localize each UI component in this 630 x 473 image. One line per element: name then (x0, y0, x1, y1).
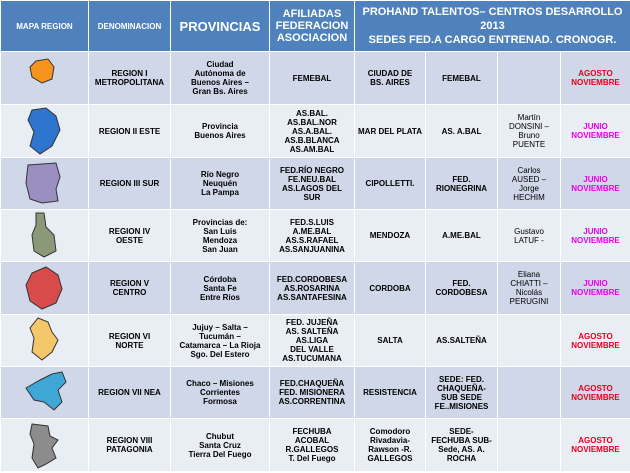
region-shape (26, 372, 66, 410)
provincias-cell: Provincias de: San Luis Mendoza San Juan (171, 210, 270, 262)
afiliadas-cell: FED.CHAQUEÑA FED. MISIONERA AS.CORRENTINA (270, 367, 355, 419)
region-map-icon (22, 368, 68, 418)
table-row (1, 262, 630, 315)
sede-cell: CIPOLLETTI. (355, 158, 426, 210)
header-denominacion: DENOMINACION (89, 1, 171, 52)
region-shape (26, 163, 60, 203)
fed-cargo-cell: AS.SALTEÑA (426, 315, 498, 367)
afiliadas-cell: FED. JUJEÑA AS. SALTEÑA AS.LIGA DEL VALLE AS.TUCUMANA (270, 315, 355, 367)
cronograma-cell: JUNIO NOVIEMBRE (561, 262, 630, 315)
region-shape (28, 108, 60, 154)
region-map-icon (22, 263, 68, 313)
region-map-cell (1, 52, 89, 105)
region-map-icon (22, 211, 68, 261)
sede-cell: RESISTENCIA (355, 367, 426, 419)
region-map-cell (1, 315, 89, 367)
cronograma-cell: JUNIO NOVIEMBRE (561, 158, 630, 210)
fed-cargo-cell: SEDE: FED. CHAQUEÑA- SUB SEDE FE..MISIONES (426, 367, 498, 419)
denominacion-cell: REGION III SUR (89, 158, 171, 210)
cronograma-cell: JUNIO NOVIEMBRE (561, 105, 630, 158)
sede-cell: Comodoro Rivadavia- Rawson -R. GALLEGOS (355, 419, 426, 472)
afiliadas-cell: FED.CORDOBESA AS.ROSARINA AS.SANTAFESINA (270, 262, 355, 315)
region-map-icon (22, 53, 68, 103)
table-row (1, 210, 630, 262)
provincias-cell: Ciudad Autónoma de Buenos Aires – Gran Bs. Aires (171, 52, 270, 105)
region-shape (30, 424, 58, 468)
sede-cell: SALTA (355, 315, 426, 367)
region-map-icon (22, 106, 68, 156)
afiliadas-cell: FED.RÍO NEGRO FE.NEU.BAL AS.LAGOS DEL SUR (270, 158, 355, 210)
header-afiliadas: AFILIADAS FEDERACION ASOCIACION (270, 1, 355, 52)
region-map-cell (1, 158, 89, 210)
header-mapa: MAPA REGION (1, 1, 89, 52)
provincias-cell: Chubut Santa Cruz Tierra Del Fuego (171, 419, 270, 472)
table-body (1, 52, 630, 472)
table-row (1, 52, 630, 105)
region-map-cell (1, 105, 89, 158)
cronograma-cell: JUNIO NOVIEMBRE (561, 210, 630, 262)
table-row (1, 419, 630, 472)
fed-cargo-cell: FEMEBAL (426, 52, 498, 105)
entrenador-cell (498, 367, 561, 419)
entrenador-cell (498, 315, 561, 367)
entrenador-cell: Gustavo LATUF - (498, 210, 561, 262)
sede-cell: CIUDAD DE BS. AIRES (355, 52, 426, 105)
table-row (1, 105, 630, 158)
region-map-icon (22, 420, 68, 470)
afiliadas-cell: FEMEBAL (270, 52, 355, 105)
denominacion-cell: REGION IV OESTE (89, 210, 171, 262)
denominacion-cell: REGION I METROPOLITANA (89, 52, 171, 105)
fed-cargo-cell: FED. RIONEGRINA (426, 158, 498, 210)
denominacion-cell: REGION VIII PATAGONIA (89, 419, 171, 472)
provincias-cell: Córdoba Santa Fe Entre Ríos (171, 262, 270, 315)
sede-cell: MAR DEL PLATA (355, 105, 426, 158)
fed-cargo-cell: AS. A.BAL (426, 105, 498, 158)
provincias-cell: Río Negro Neuquén La Pampa (171, 158, 270, 210)
region-map-cell (1, 210, 89, 262)
region-map-cell (1, 262, 89, 315)
entrenador-cell (498, 52, 561, 105)
entrenador-cell: Carlos AUSED – Jorge HECHIM (498, 158, 561, 210)
sede-cell: MENDOZA (355, 210, 426, 262)
region-shape (30, 59, 54, 83)
denominacion-cell: REGION V CENTRO (89, 262, 171, 315)
provincias-cell: Provincia Buenos Aires (171, 105, 270, 158)
fed-cargo-cell: FED. CORDOBESA (426, 262, 498, 315)
table-row (1, 367, 630, 419)
denominacion-cell: REGION VI NORTE (89, 315, 171, 367)
provincias-cell: Chaco – Misiones Corrientes Formosa (171, 367, 270, 419)
region-shape (32, 213, 56, 257)
header-provincias: PROVINCIAS (171, 1, 270, 52)
denominacion-cell: REGION VII NEA (89, 367, 171, 419)
region-map-cell (1, 419, 89, 472)
table-row (1, 158, 630, 210)
denominacion-cell: REGION II ESTE (89, 105, 171, 158)
header-prohand: PROHAND TALENTOS– CENTROS DESARROLLO 2013 SEDES FED.A CARGO ENTRENAD. CRONOGR. (355, 1, 630, 52)
fed-cargo-cell: A.ME.BAL (426, 210, 498, 262)
afiliadas-cell: FED.S.LUIS A.ME.BAL AS.S.RAFAEL AS.SANJUANINA (270, 210, 355, 262)
cronograma-cell: AGOSTO NOVIEMBRE (561, 52, 630, 105)
cronograma-cell: AGOSTO NOVIEMBRE (561, 367, 630, 419)
cronograma-cell: AGOSTO NOVIEMBRE (561, 315, 630, 367)
entrenador-cell: Martín DONSINI – Bruno PUENTE (498, 105, 561, 158)
afiliadas-cell: AS.BAL. AS.BAL.NOR AS.A.BAL. AS.B.BLANCA AS.AM.BAL (270, 105, 355, 158)
entrenador-cell (498, 419, 561, 472)
region-map-cell (1, 367, 89, 419)
sede-cell: CORDOBA (355, 262, 426, 315)
entrenador-cell: Eliana CHIATTI – Nicolás PERUGINI (498, 262, 561, 315)
region-map-icon (22, 316, 68, 366)
header-row (1, 1, 630, 52)
cronograma-cell: AGOSTO NOVIEMBRE (561, 419, 630, 472)
afiliadas-cell: FECHUBA ACOBAL R.GALLEGOS T. Del Fuego (270, 419, 355, 472)
fed-cargo-cell: SEDE- FECHUBA SUB- Sede, AS. A. ROCHA (426, 419, 498, 472)
provincias-cell: Jujuy – Salta – Tucumán – Catamarca – La Rioja Sgo. Del Estero (171, 315, 270, 367)
table-row (1, 315, 630, 367)
region-shape (30, 318, 58, 360)
region-map-icon (22, 159, 68, 209)
region-shape (26, 267, 62, 309)
